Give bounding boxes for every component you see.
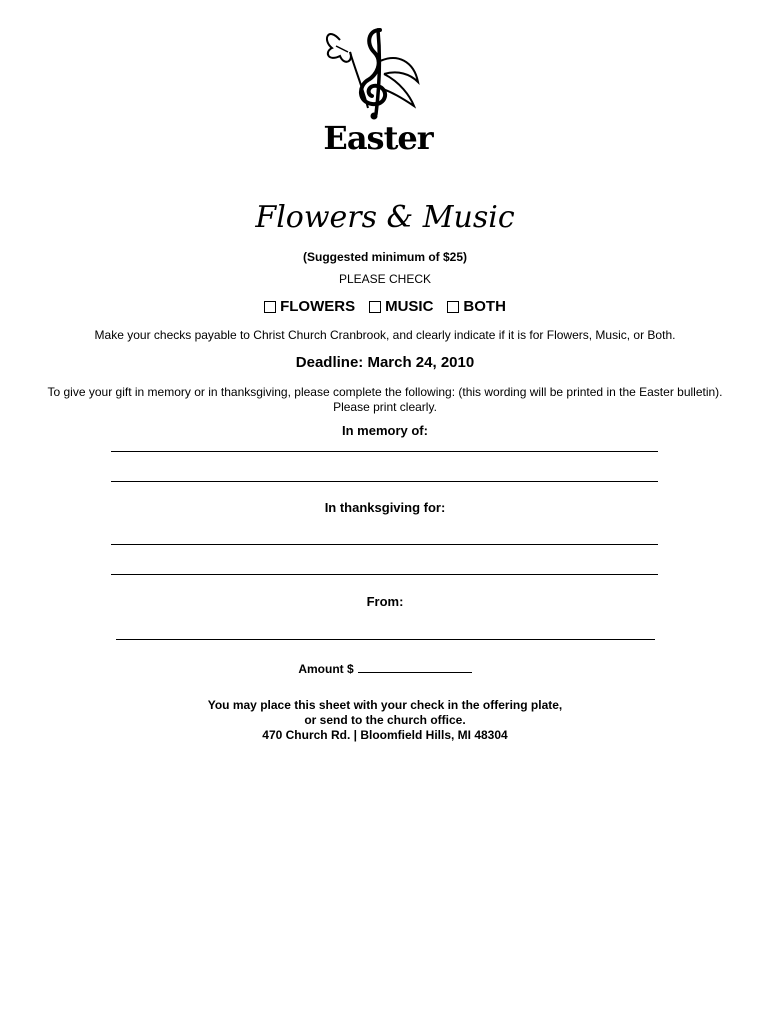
payment-instructions: Make your checks payable to Christ Church Cranbrook, and clearly indicate if it is for Flowers, Music, or Both. — [94, 328, 676, 342]
option-both-label: BOTH — [463, 298, 506, 315]
option-music-label: MUSIC — [385, 298, 434, 315]
from-line[interactable] — [116, 639, 655, 640]
suggested-minimum: (Suggested minimum of $25) — [302, 250, 468, 264]
page-title: Flowers & Music — [255, 200, 515, 235]
thanksgiving-line-2[interactable] — [111, 574, 658, 575]
from-label: From: — [366, 594, 404, 609]
gift-note-line-1: To give your gift in memory or in thanksgiving, please complete the following: (this wording will be printed in the Easter bulletin). — [47, 385, 723, 399]
in-memory-line-2[interactable] — [111, 481, 658, 482]
both-checkbox[interactable] — [447, 301, 459, 313]
gift-note-line-2: Please print clearly. — [333, 400, 437, 414]
church-address: 470 Church Rd. | Bloomfield Hills, MI 48304 — [262, 728, 508, 742]
donation-options — [0, 298, 770, 315]
thanksgiving-line-1[interactable] — [111, 544, 658, 545]
amount-line[interactable] — [358, 662, 472, 673]
please-check-label: PLEASE CHECK — [338, 272, 432, 286]
option-both[interactable] — [447, 298, 506, 315]
option-flowers[interactable] — [264, 298, 355, 315]
closing-line-1: You may place this sheet with your check in the offering plate, — [207, 698, 563, 712]
amount-label: Amount $ — [298, 662, 354, 676]
amount-field — [0, 662, 770, 676]
closing-note — [0, 698, 770, 743]
lily-treble-clef-icon — [318, 22, 438, 122]
in-memory-line-1[interactable] — [111, 451, 658, 452]
closing-line-2: or send to the church office. — [304, 713, 466, 727]
in-memory-label: In memory of: — [342, 423, 428, 438]
gift-note — [0, 385, 770, 415]
option-flowers-label: FLOWERS — [280, 298, 356, 315]
thanksgiving-label: In thanksgiving for: — [324, 500, 446, 515]
logo-word: Easter — [323, 119, 433, 157]
easter-logo — [318, 22, 438, 162]
music-checkbox[interactable] — [369, 301, 381, 313]
deadline: Deadline: March 24, 2010 — [295, 354, 475, 371]
option-music[interactable] — [369, 298, 433, 315]
flowers-checkbox[interactable] — [264, 301, 276, 313]
